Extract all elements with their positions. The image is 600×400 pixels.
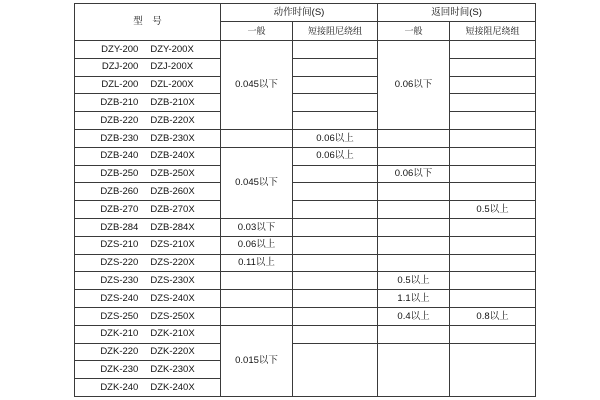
model-text: DZS-220X [150, 257, 195, 269]
model-text: DZB-250X [150, 168, 195, 180]
header-model: 型 号 [75, 4, 221, 41]
model-text: DZB-210X [150, 97, 195, 109]
action-damping-cell [293, 325, 378, 343]
return-damping-cell [450, 290, 536, 308]
model-cell [75, 361, 221, 379]
model-text: DZB-240 [100, 150, 139, 162]
return-damping-cell [450, 325, 536, 343]
table-row [75, 129, 536, 147]
action-general-cell: 0.045以下 [221, 147, 293, 218]
table-row [75, 254, 536, 272]
model-text: DZB-220X [150, 114, 195, 126]
table-header [75, 4, 536, 41]
action-general-cell [221, 272, 293, 290]
table-row [75, 236, 536, 254]
model-cell [75, 236, 221, 254]
model-text: DZJ-200 [101, 61, 139, 73]
action-damping-cell [293, 307, 378, 325]
return-damping-cell [450, 41, 536, 59]
model-text: DZS-240 [100, 292, 139, 304]
model-text: DZS-250X [150, 310, 195, 322]
return-general-cell [378, 218, 450, 236]
header-action-time: 动作时间(S) [221, 4, 378, 22]
model-cell [75, 379, 221, 397]
return-general-cell [378, 325, 450, 343]
model-text: DZB-270X [150, 203, 195, 215]
model-text: DZK-210 [100, 328, 139, 340]
model-text: DZB-284 [100, 221, 139, 233]
action-damping-cell [293, 76, 378, 94]
table-row [75, 272, 536, 290]
model-text: DZS-220 [100, 257, 139, 269]
action-general-cell: 0.03以下 [221, 218, 293, 236]
header-return-damping: 短接阻尼绕组 [450, 22, 536, 41]
return-general-cell [378, 254, 450, 272]
model-text: DZB-230X [150, 132, 195, 144]
table-row [75, 165, 536, 183]
table-row [75, 147, 536, 165]
table-row [75, 307, 536, 325]
action-damping-cell [293, 254, 378, 272]
return-damping-cell [450, 343, 536, 396]
header-return-time: 返回时间(S) [378, 4, 536, 22]
model-text: DZS-210X [150, 239, 195, 251]
return-general-cell: 0.06以下 [378, 41, 450, 130]
model-text: DZS-230 [100, 275, 139, 286]
action-damping-cell [293, 236, 378, 254]
return-damping-cell [450, 129, 536, 147]
return-damping-cell [450, 58, 536, 76]
return-damping-cell [450, 254, 536, 272]
model-text: DZB-220 [100, 114, 139, 126]
action-general-cell: 0.045以下 [221, 41, 293, 130]
table-row [75, 325, 536, 343]
model-text: DZK-220X [150, 346, 195, 358]
action-damping-cell [293, 201, 378, 219]
return-damping-cell: 0.5以上 [450, 201, 536, 219]
model-text: DZS-210 [100, 239, 139, 251]
model-text: DZB-210 [100, 97, 139, 109]
return-general-cell [378, 183, 450, 201]
action-damping-cell [293, 94, 378, 112]
model-text: DZK-230 [100, 363, 139, 375]
table-row [75, 290, 536, 308]
return-damping-cell [450, 76, 536, 94]
model-cell [75, 307, 221, 325]
header-return-general: 一般 [378, 22, 450, 41]
action-damping-cell: 0.06以上 [293, 129, 378, 147]
model-cell [75, 325, 221, 343]
model-text: DZL-200X [150, 79, 194, 91]
model-text: DZY-200X [150, 43, 194, 55]
table-row [75, 41, 536, 59]
return-general-cell [378, 129, 450, 147]
action-damping-cell [293, 183, 378, 201]
action-general-cell [221, 307, 293, 325]
return-damping-cell [450, 112, 536, 130]
action-damping-cell [293, 41, 378, 59]
model-cell [75, 76, 221, 94]
model-cell [75, 343, 221, 361]
model-cell [75, 165, 221, 183]
table-row [75, 112, 536, 130]
model-text: DZL-200 [101, 79, 139, 91]
model-cell [75, 272, 221, 290]
action-damping-cell [293, 58, 378, 76]
table-row [75, 201, 536, 219]
table-row [75, 76, 536, 94]
model-cell [75, 94, 221, 112]
action-damping-cell [293, 218, 378, 236]
model-text: DZS-230X [150, 275, 195, 286]
model-text: DZK-220 [100, 346, 139, 358]
model-text: DZY-200 [101, 43, 139, 55]
model-cell [75, 58, 221, 76]
model-text: DZK-240 [100, 381, 139, 393]
return-general-cell: 0.06以下 [378, 165, 450, 183]
return-general-cell [378, 343, 450, 396]
return-damping-cell: 0.8以上 [450, 307, 536, 325]
action-damping-cell [293, 343, 378, 396]
model-text: DZB-260X [150, 186, 195, 198]
header-action-damping: 短接阻尼绕组 [293, 22, 378, 41]
table-body [75, 41, 536, 397]
model-cell [75, 183, 221, 201]
action-general-cell: 0.11以上 [221, 254, 293, 272]
model-cell [75, 290, 221, 308]
table-row [75, 58, 536, 76]
model-text: DZB-284X [150, 221, 195, 233]
return-general-cell [378, 147, 450, 165]
model-cell [75, 41, 221, 59]
table-row [75, 183, 536, 201]
action-damping-cell [293, 112, 378, 130]
return-damping-cell [450, 183, 536, 201]
table-row [75, 218, 536, 236]
model-text: DZS-250 [100, 310, 139, 322]
return-damping-cell [450, 94, 536, 112]
action-general-cell: 0.015以下 [221, 325, 293, 396]
action-damping-cell [293, 165, 378, 183]
return-damping-cell [450, 218, 536, 236]
header-action-general: 一般 [221, 22, 293, 41]
action-damping-cell [293, 290, 378, 308]
return-damping-cell [450, 272, 536, 290]
return-damping-cell [450, 165, 536, 183]
model-text: DZK-210X [150, 328, 195, 340]
spec-table [74, 3, 536, 397]
table-row [75, 343, 536, 361]
model-text: DZB-250 [100, 168, 139, 180]
action-general-cell [221, 290, 293, 308]
return-general-cell [378, 201, 450, 219]
model-text: DZB-270 [100, 203, 139, 215]
model-text: DZB-240X [150, 150, 195, 162]
model-cell [75, 112, 221, 130]
model-text: DZB-230 [100, 132, 139, 144]
return-damping-cell [450, 236, 536, 254]
action-general-cell: 0.06以上 [221, 236, 293, 254]
model-text: DZK-230X [150, 363, 195, 375]
action-damping-cell [293, 272, 378, 290]
model-cell [75, 254, 221, 272]
return-general-cell: 0.5以上 [378, 272, 450, 290]
model-cell [75, 218, 221, 236]
return-general-cell [378, 236, 450, 254]
return-general-cell: 0.4以上 [378, 307, 450, 325]
table-row [75, 94, 536, 112]
model-cell [75, 147, 221, 165]
model-text: DZS-240X [150, 292, 195, 304]
model-text: DZB-260 [100, 186, 139, 198]
return-damping-cell [450, 147, 536, 165]
action-damping-cell: 0.06以上 [293, 147, 378, 165]
model-text: DZK-240X [150, 381, 195, 393]
model-cell [75, 201, 221, 219]
action-general-cell [221, 129, 293, 147]
model-cell [75, 129, 221, 147]
return-general-cell: 1.1以上 [378, 290, 450, 308]
model-text: DZJ-200X [150, 61, 194, 73]
